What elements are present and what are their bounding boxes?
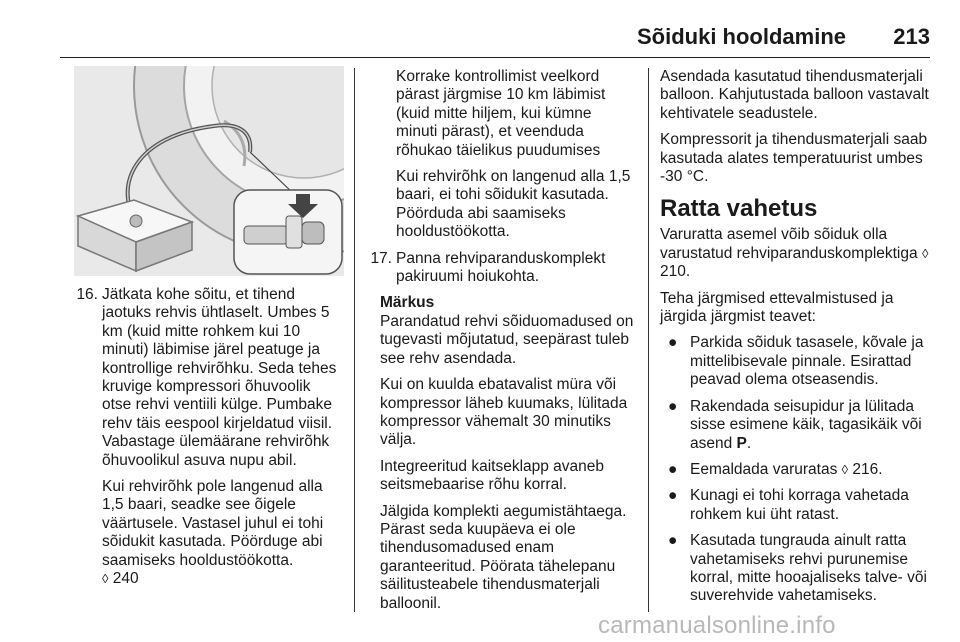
column-divider bbox=[648, 68, 649, 612]
page-ref-arrow-icon: ◊ bbox=[921, 245, 929, 261]
page-header bbox=[60, 22, 930, 58]
paragraph: Teha järgmised ettevalmistused ja järgida järgmist teavet: bbox=[660, 289, 894, 326]
note-heading: Märkus bbox=[380, 294, 435, 312]
valve-detail-inset bbox=[234, 190, 342, 274]
column-1 bbox=[72, 286, 344, 597]
page-ref-link[interactable]: 240 bbox=[112, 570, 139, 588]
column-divider bbox=[354, 68, 355, 612]
tire-repair-kit-illustration bbox=[74, 66, 344, 276]
bullet-item: ● Eemaldada varuratas ◊ 216. bbox=[668, 460, 883, 478]
section-heading: Ratta vahetus bbox=[660, 195, 818, 223]
page-ref-link[interactable]: 216. bbox=[852, 460, 883, 478]
bullet-icon: ● bbox=[668, 460, 678, 478]
bullet-icon: ● bbox=[668, 397, 678, 415]
page-ref-link[interactable]: 210. bbox=[660, 263, 691, 281]
bullet-item: ● Kunagi ei tohi korraga vahetada rohkem kui üht ratast. bbox=[668, 487, 909, 523]
note-paragraph: Jälgida komplekti aegumistähtaega. Pärast seda kuupäeva ei ole tihendusomadused enam garanteeritud. Pöörata tähelepanu säilitusteabele tihendusmaterjali balloonil. bbox=[380, 502, 627, 612]
bullet-icon: ● bbox=[668, 532, 678, 550]
note-paragraph: Integreeritud kaitseklapp avaneb seitsmebaarise rõhu korral. bbox=[380, 457, 605, 494]
bullet-icon: ● bbox=[668, 487, 678, 505]
continuation-text-2: Kui rehvirõhk on langenud alla 1,5 baari, ei tohi sõidukit kasutada. Pöörduda abi saamiseks hooldustöökotta. bbox=[396, 168, 631, 241]
column-3 bbox=[660, 68, 932, 614]
paragraph: Asendada kasutatud tihendusmaterjali balloon. Kahjutustada balloon vastavalt kehtivatele seadustele. bbox=[660, 68, 929, 122]
step-16 bbox=[72, 286, 344, 470]
step-16-note: Kui rehvirõhk pole langenud alla 1,5 baari, seadke see õigele väärtusele. Vastasel juhul ei tohi sõidukit kasutada. Pöörduge abi saamiseks hooldustöökotta. ◊ 240 bbox=[102, 478, 324, 588]
note-paragraph: Parandatud rehvi sõiduomadused on tugevasti mõjutatud, seepärast tuleb see rehv asendada. bbox=[380, 312, 634, 367]
column-2 bbox=[366, 68, 636, 621]
header-rule bbox=[60, 57, 930, 58]
bullet-item: ● Kasutada tungrauda ainult ratta vahetamiseks rehvi purunemise korral, mitte hooajaliseks talve- või suverehvide vahetamiseks. bbox=[668, 532, 927, 605]
paragraph: Kompressorit ja tihendusmaterjali saab kasutada alates temperatuurist umbes -30 °C. bbox=[660, 131, 928, 186]
page-ref-arrow-icon: ◊ bbox=[102, 571, 109, 587]
page-number: 213 bbox=[893, 24, 930, 49]
step-text: Panna rehviparanduskomplekt pakiruumi hoiukohta. bbox=[396, 249, 606, 286]
step-text: Jätkata kohe sõitu, et tihend jaotuks rehvis ühtlaselt. Umbes 5 km (kuid mitte rohkem kui 10 minuti) läbimise järel peatuge ja kontrollige rehvirõhku. Seda tehes kruvige kompressori õhuvoolik otse rehvi ventiili külge. Pumbake rehv täis eespool kirjeldatud viisil. Vabastage ülemäärane rehvirõhk õhuvoolikul asuva nupu abil. bbox=[102, 286, 337, 469]
bullet-item: ● Rakendada seisupidur ja lülitada sisse esimene käik, tagasikäik või asend P. bbox=[668, 397, 922, 452]
step-number: 16. bbox=[76, 286, 98, 303]
watermark: carmanualsonline.info bbox=[598, 612, 836, 639]
step-number: 17. bbox=[370, 249, 392, 267]
page-title: Sõiduki hooldamine bbox=[636, 24, 846, 49]
note-paragraph: Kui on kuulda ebatavalist müra või kompressor läheb kuumaks, lülitada kompressor vähemalt 30 minutiks välja. bbox=[380, 376, 628, 449]
bullet-item: ● Parkida sõiduk tasasele, kõvale ja mittelibisevale pinnale. Esirattad peavad olema otseasendis. bbox=[668, 334, 924, 389]
bullet-icon: ● bbox=[668, 334, 678, 352]
page-ref-arrow-icon: ◊ bbox=[841, 461, 849, 477]
intro-paragraph: Varuratta asemel võib sõiduk olla varustatud rehviparanduskomplektiga ◊ 210. bbox=[660, 226, 929, 281]
continuation-text-1: Korrake kontrollimist veelkord pärast järgmise 10 km läbimist (kuid mitte hiljem, kui kümne minuti pärast), et veenduda rõhukao täielikus puudumises bbox=[396, 68, 606, 159]
step-17 bbox=[366, 250, 636, 287]
